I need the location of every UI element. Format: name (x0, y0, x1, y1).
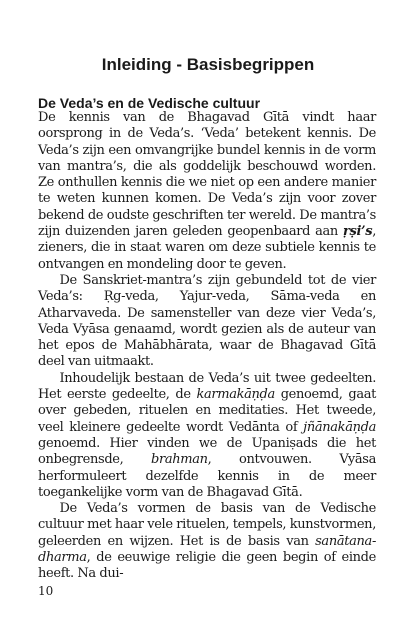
paragraph (38, 110, 376, 273)
text-run: , de eeuwige religie die geen begin of einde heeft. Na dui- (38, 550, 376, 582)
text-run: , zieners, die in staat waren om deze subtiele kennis te ontvangen en mondeling door te geven. (38, 224, 376, 272)
emphasized-term: sanātana-dharma (38, 533, 376, 566)
emphasized-term: brahman (151, 452, 208, 468)
text-run: De Veda’s vormen de basis van de Vedische cultuur met haar vele rituelen, tempels, kunstvormen, geleerden en wijzen. Het is de basis van (38, 501, 376, 549)
paragraph (38, 501, 376, 582)
paragraph (38, 371, 376, 501)
text-run: De kennis van de Bhagavad Gītā vindt haar oorsprong in de Veda’s. ‘Veda’ betekent kennis. De Veda’s zijn een omvangrijke bundel kennis in de vorm van mantra’s, die als goddelijk beschouwd worden. Ze onthullen kennis die we niet op een andere manier te weten kunnen komen. De Veda’s zijn voor zover bekend de oudste geschriften ter wereld. De mantra’s zijn duizenden jaren geleden geopenbaard aan (38, 110, 376, 240)
text-run: De Sanskriet-mantra’s zijn gebundeld tot de vier Veda’s: Ṛg-veda, Yajur-veda, Sāma-veda en Atharvaveda. De samensteller van deze vier Veda’s, Veda Vyāsa genaamd, wordt gezien als de auteur van het epos de Mahābhārata, waar de Bhagavad Gītā deel van uitmaakt. (38, 272, 376, 370)
emphasized-term: ṛṣi’s (343, 224, 373, 240)
emphasized-term: karmakāṇḍa (196, 387, 275, 403)
text-run: Inhoudelijk bestaan de Veda’s uit twee gedeelten. Het eerste gedeelte, de (38, 370, 376, 403)
text-run: , ontvouwen. Vyāsa herformuleert dezelfde kennis in de meer toegankelijke vorm van de Bhagavad Gītā. (38, 452, 376, 500)
section-heading: De Veda’s en de Vedische cultuur (38, 95, 261, 111)
page-number: 10 (38, 584, 54, 598)
emphasized-term: jñānakāṇḍa (303, 419, 376, 435)
text-run: genoemd, gaat over gebeden, rituelen en meditaties. Het tweede, veel kleinere gedeelte wordt Vedānta of (38, 387, 376, 435)
body-text (38, 110, 376, 583)
chapter-title: Inleiding - Basisbegrippen (101, 55, 315, 74)
paragraph (38, 273, 376, 371)
text-run: genoemd. Hier vinden we de Upaniṣads die het onbegrensde, (38, 435, 376, 468)
